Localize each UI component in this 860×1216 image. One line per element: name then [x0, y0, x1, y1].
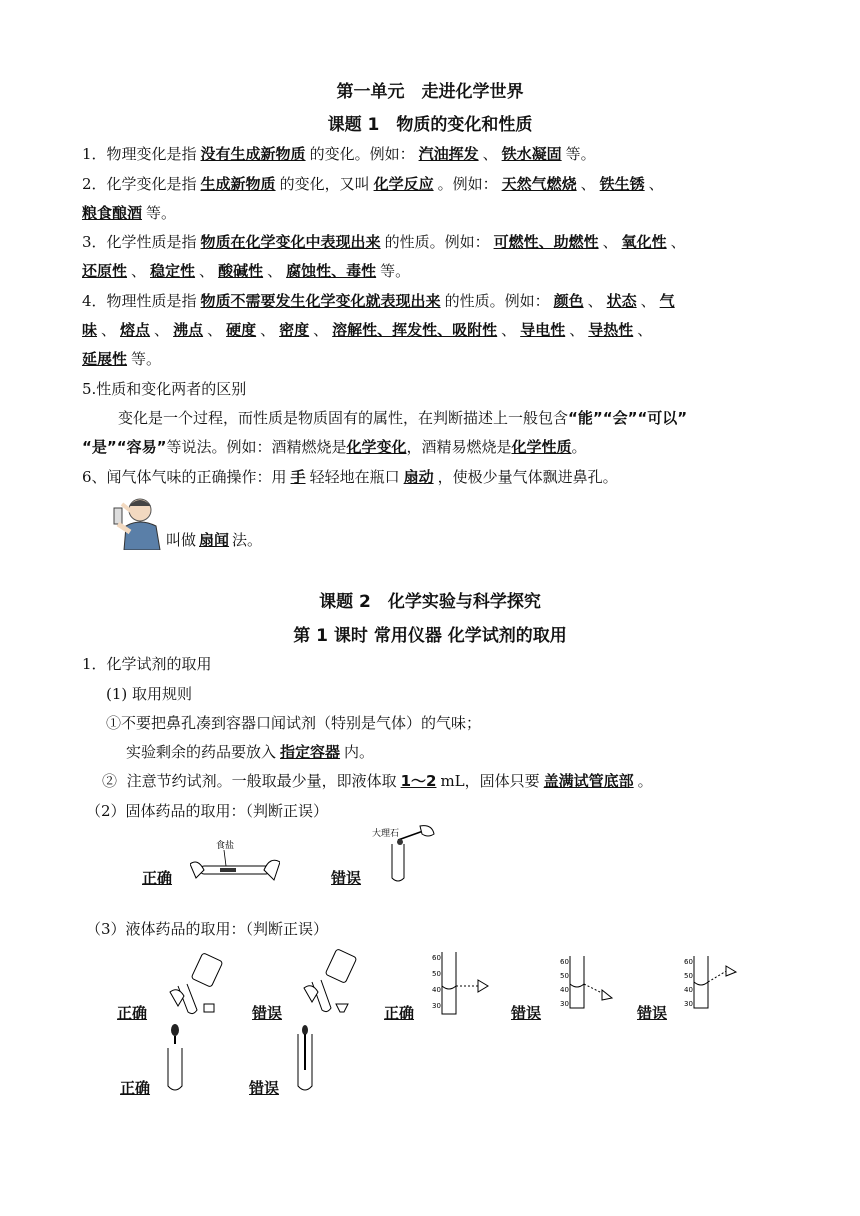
pouring-correct-figure: [160, 948, 226, 1020]
solid-label-2: 错误: [331, 869, 362, 887]
dropper-label-1: 正确: [120, 1079, 151, 1097]
rule-1-cont: 实验剩余的药品要放入 指定容器 内。: [126, 743, 375, 761]
section-rules: (1) 取用规则: [106, 685, 193, 703]
svg-text:大理石: 大理石: [372, 829, 400, 839]
question-2: 2．化学变化是指 生成新物质 的变化，又叫 化学反应 。例如： 天然气燃烧 、 铁生锈 、: [82, 175, 664, 193]
liquid-label-4: 错误: [511, 1004, 542, 1022]
question-2-cont: 粮食酿酒 等。: [82, 204, 177, 222]
svg-text:食盐: 食盐: [216, 841, 235, 851]
lesson2-subtitle: 第 1 课时 常用仪器 化学试剂的取用: [293, 626, 567, 646]
question-5-body: 变化是一个过程，而性质是物质固有的属性，在判断描述上一般包含“能”“会”“可以”: [118, 409, 688, 427]
solid-wrong-figure: [370, 822, 436, 884]
question-3-cont: 还原性 、 稳定性 、 酸碱性 、 腐蚀性、毒性 等。: [82, 262, 411, 280]
unit-title: 第一单元 走进化学世界: [336, 82, 524, 102]
question-1: 1．物理变化是指 没有生成新物质 的变化。例如： 汽油挥发 、 铁水凝固 等。: [82, 145, 596, 163]
question-5-body-cont: “是”“容易”等说法。例如：酒精燃烧是化学变化，酒精易燃烧是化学性质。: [82, 438, 587, 456]
pouring-wrong-figure: [296, 946, 362, 1018]
liquid-label-1: 正确: [117, 1004, 148, 1022]
question-4-cont2: 延展性 等。: [82, 350, 162, 368]
solid-correct-figure: [190, 836, 280, 884]
rule-1: ①不要把鼻孔凑到容器口闻试剂（特别是气体）的气味；: [106, 714, 482, 732]
svg-text:30: 30: [684, 1000, 693, 1008]
cylinder-wrong-figure-1: [560, 954, 620, 1010]
svg-text:40: 40: [684, 986, 693, 994]
svg-text:60: 60: [560, 958, 569, 966]
question-6: 6、闻气体气味的正确操作：用 手 轻轻地在瓶口 扇动 ，使极少量气体飘进鼻孔。: [82, 468, 618, 486]
dropper-wrong-figure: [290, 1024, 320, 1094]
svg-text:50: 50: [684, 972, 693, 980]
svg-text:30: 30: [432, 1002, 441, 1010]
liquid-label-5: 错误: [637, 1004, 668, 1022]
svg-text:30: 30: [560, 1000, 569, 1008]
svg-text:40: 40: [560, 986, 569, 994]
liquid-label-3: 正确: [384, 1004, 415, 1022]
svg-text:40: 40: [432, 986, 441, 994]
cylinder-correct-figure: [432, 948, 492, 1018]
lesson1-title: 课题 1 物质的变化和性质: [327, 115, 533, 135]
question-4: 4．物理性质是指 物质不需要发生化学变化就表现出来 的性质。例如： 颜色 、 状态 、 气: [82, 292, 675, 310]
solid-label-1: 正确: [142, 869, 173, 887]
wafting-method: 叫做 扇闻 法。: [166, 531, 263, 549]
svg-text:50: 50: [560, 972, 569, 980]
question-3: 3．化学性质是指 物质在化学变化中表现出来 的性质。例如： 可燃性、助燃性 、 氧化性 、: [82, 233, 686, 251]
section-reagent: 1．化学试剂的取用: [82, 655, 212, 673]
dropper-label-2: 错误: [249, 1079, 280, 1097]
question-5-title: 5.性质和变化两者的区别: [82, 380, 247, 398]
svg-text:50: 50: [432, 970, 441, 978]
wafting-person-illustration: [104, 494, 166, 550]
section-solid: （2）固体药品的取用：（判断正误）: [86, 802, 329, 820]
svg-text:60: 60: [684, 958, 693, 966]
dropper-correct-figure: [160, 1022, 190, 1094]
lesson2-title: 课题 2 化学实验与科学探究: [319, 592, 541, 612]
cylinder-wrong-figure-2: [684, 952, 744, 1010]
svg-text:60: 60: [432, 954, 441, 962]
liquid-label-2: 错误: [252, 1004, 283, 1022]
rule-2: ② 注意节约试剂。一般取最少量，即液体取 1～2 mL，固体只要 盖满试管底部 。: [102, 772, 653, 790]
section-liquid: （3）液体药品的取用：（判断正误）: [86, 920, 329, 938]
question-4-cont: 味 、 熔点 、 沸点 、 硬度 、 密度 、 溶解性、挥发性、吸附性 、 导电性 、 导热性 、: [82, 321, 653, 339]
